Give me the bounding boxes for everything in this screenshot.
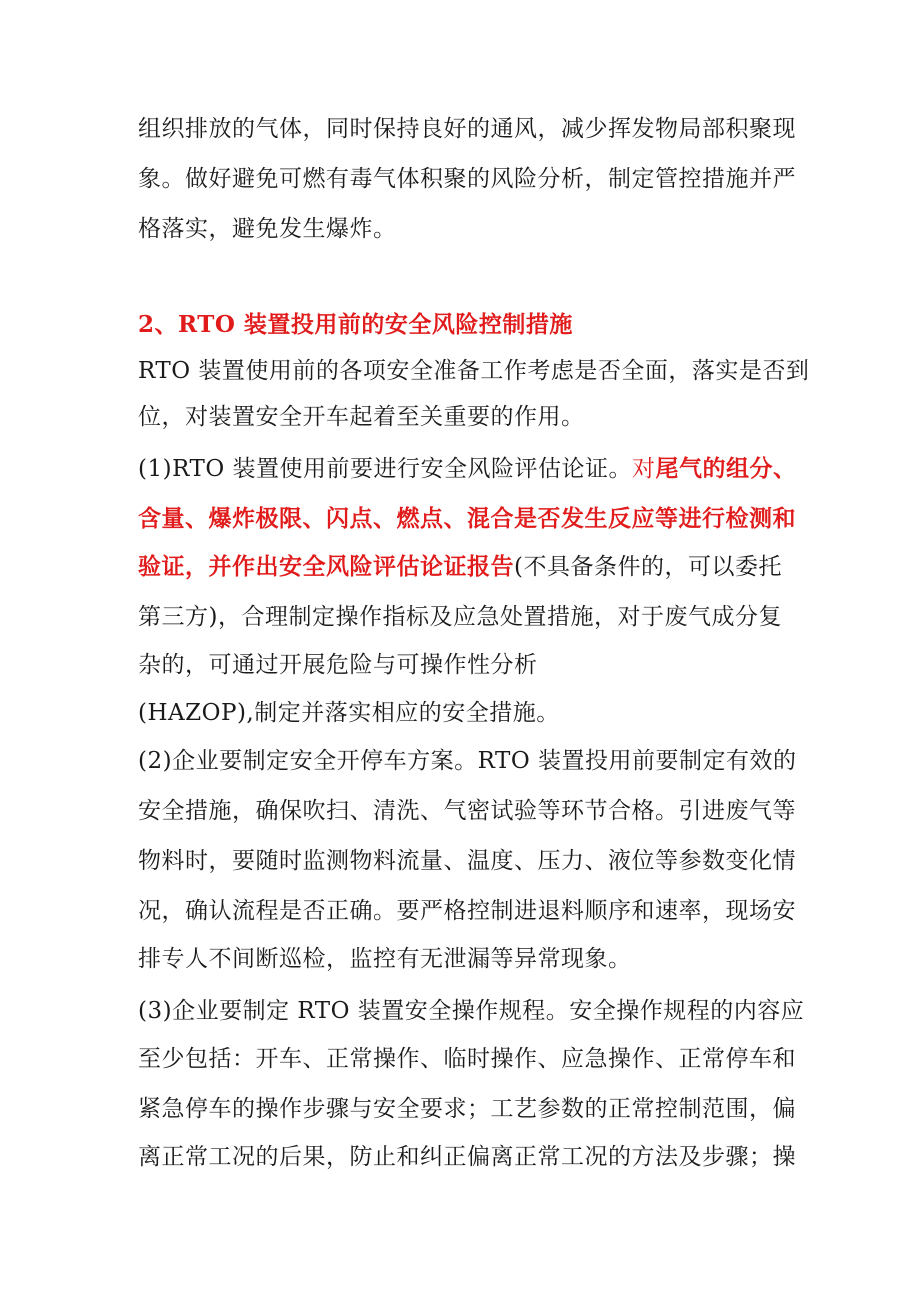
paragraph-line: (2)企业要制定安全开停车方案。RTO 装置投用前要制定有效的	[138, 748, 797, 774]
highlight-line: 含量、爆炸极限、闪点、燃点、混合是否发生反应等进行检测和	[138, 505, 796, 532]
paragraph-line: 安全措施，确保吹扫、清洗、气密试验等环节合格。引进废气等	[138, 798, 796, 824]
highlight-text: 对	[632, 456, 656, 482]
paragraph-line: 位，对装置安全开车起着至关重要的作用。	[138, 404, 585, 430]
paragraph-line: 杂的，可通过开展危险与可操作性分析	[138, 652, 538, 678]
highlight-text-bold: 尾气的组分、	[655, 455, 797, 482]
paragraph-line: 格落实，避免发生爆炸。	[138, 216, 397, 242]
paragraph-line: 组织排放的气体，同时保持良好的通风，减少挥发物局部积聚现	[138, 116, 796, 142]
paragraph-line: 象。做好避免可燃有毒气体积聚的风险分析，制定管控措施并严	[138, 166, 796, 192]
paragraph-line: 物料时，要随时监测物料流量、温度、压力、液位等参数变化情	[138, 848, 796, 874]
paragraph-line	[138, 552, 788, 582]
paragraph-line	[138, 454, 797, 484]
paragraph-text: (不具备条件的，可以委托	[514, 554, 782, 580]
paragraph-line: 况，确认流程是否正确。要严格控制进退料顺序和速率，现场安	[138, 898, 796, 924]
highlight-text-bold: 验证，并作出安全风险评估论证报告	[138, 553, 514, 580]
paragraph-line: 排专人不间断巡检，监控有无泄漏等异常现象。	[138, 946, 632, 972]
paragraph-line: 离正常工况的后果，防止和纠正偏离正常工况的方法及步骤；操	[138, 1144, 796, 1170]
item-1-intro: (1)RTO 装置使用前要进行安全风险评估论证。	[138, 456, 633, 482]
paragraph-line: RTO 装置使用前的各项安全准备工作考虑是否全面，落实是否到	[138, 358, 810, 384]
paragraph-line: (3)企业要制定 RTO 装置安全操作规程。安全操作规程的内容应	[138, 998, 805, 1024]
paragraph-line: 至少包括：开车、正常操作、临时操作、应急操作、正常停车和	[138, 1046, 796, 1072]
paragraph-line: 紧急停车的操作步骤与安全要求；工艺参数的正常控制范围，偏	[138, 1096, 796, 1122]
paragraph-line: 第三方)，合理制定操作指标及应急处置措施，对于废气成分复	[138, 604, 782, 630]
section-heading: 2、RTO 装置投用前的安全风险控制措施	[138, 311, 573, 338]
paragraph-line: (HAZOP),制定并落实相应的安全措施。	[138, 700, 560, 726]
